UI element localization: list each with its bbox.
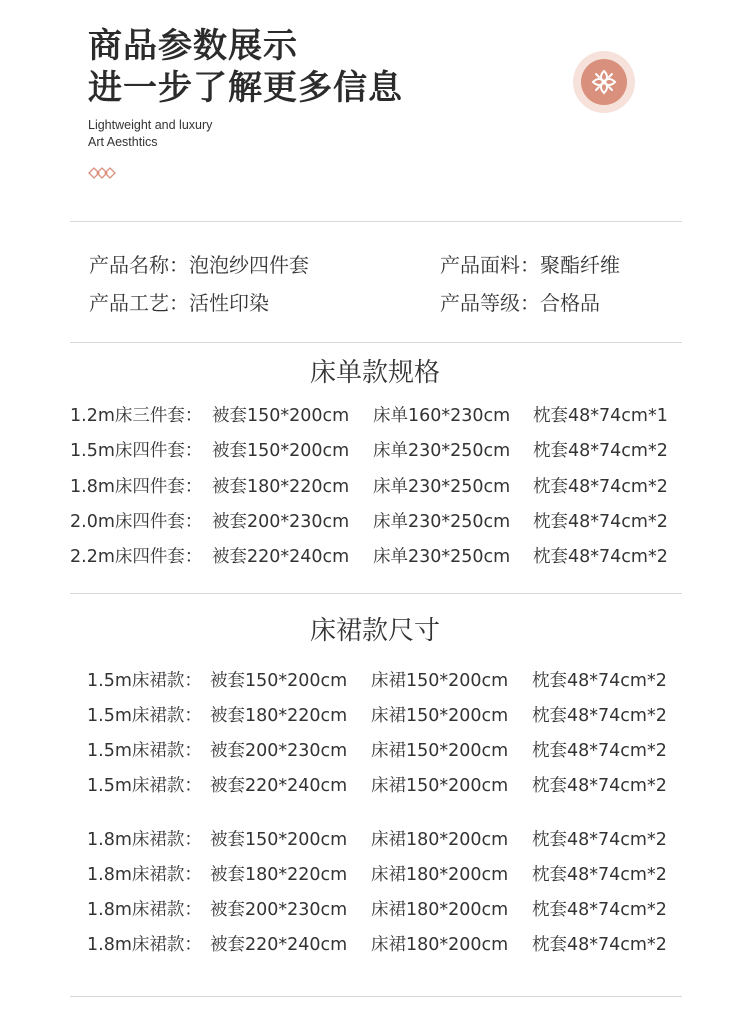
spec-duvet: 被套200*230cm <box>210 741 348 761</box>
page-title: 商品参数展示 <box>88 26 298 66</box>
spec-duvet: 被套150*200cm <box>212 406 350 426</box>
diamond-ornament-icon <box>88 166 118 180</box>
spec-pillow: 枕套48*74cm*2 <box>532 935 667 955</box>
divider <box>70 342 682 343</box>
spec-duvet: 被套180*220cm <box>212 477 350 497</box>
spec-label: 1.5m床裙款： <box>87 741 202 761</box>
spec-duvet: 被套150*200cm <box>210 830 348 850</box>
spec-skirt: 床裙180*200cm <box>371 830 509 850</box>
spec-duvet: 被套200*230cm <box>212 512 350 532</box>
spec-duvet: 被套180*220cm <box>210 706 348 726</box>
spec-row <box>0 542 750 572</box>
spec-label: 1.8m床裙款： <box>87 900 202 920</box>
spec-label: 1.8m床裙款： <box>87 830 202 850</box>
spec-label: 1.2m床三件套： <box>70 406 203 426</box>
spec-duvet: 被套150*200cm <box>210 671 348 691</box>
spec-label: 1.5m床裙款： <box>87 671 202 691</box>
spec-skirt: 床裙150*200cm <box>371 706 509 726</box>
spec-label: 1.8m床裙款： <box>87 865 202 885</box>
spec-row <box>0 771 750 801</box>
spec-row <box>0 930 750 960</box>
spec-duvet: 被套180*220cm <box>210 865 348 885</box>
product-fabric: 产品面料：聚酯纤维 <box>440 253 620 277</box>
tagline-line1: Lightweight and luxury <box>88 118 213 132</box>
spec-label: 1.5m床四件套： <box>70 441 203 461</box>
sheet-section-title: 床单款规格 <box>309 358 440 388</box>
spec-row <box>0 401 750 431</box>
spec-row <box>0 895 750 925</box>
spec-row <box>0 507 750 537</box>
spec-label: 1.8m床裙款： <box>87 935 202 955</box>
spec-pillow: 枕套48*74cm*2 <box>532 706 667 726</box>
skirt-section-title: 床裙款尺寸 <box>309 616 440 646</box>
brand-flower-logo-icon <box>572 50 636 114</box>
spec-duvet: 被套220*240cm <box>212 547 350 567</box>
spec-duvet: 被套220*240cm <box>210 776 348 796</box>
divider <box>70 221 682 222</box>
spec-duvet: 被套200*230cm <box>210 900 348 920</box>
spec-pillow: 枕套48*74cm*1 <box>533 406 668 426</box>
product-craft: 产品工艺：活性印染 <box>89 291 269 315</box>
spec-pillow: 枕套48*74cm*2 <box>532 776 667 796</box>
page-subtitle-heading: 进一步了解更多信息 <box>88 68 403 108</box>
spec-row <box>0 666 750 696</box>
spec-pillow: 枕套48*74cm*2 <box>533 512 668 532</box>
divider <box>70 593 682 594</box>
spec-pillow: 枕套48*74cm*2 <box>533 441 668 461</box>
product-name: 产品名称：泡泡纱四件套 <box>89 253 309 277</box>
spec-duvet: 被套150*200cm <box>212 441 350 461</box>
spec-skirt: 床裙150*200cm <box>371 671 509 691</box>
tagline-line2: Art Aesthtics <box>88 135 158 149</box>
spec-row <box>0 472 750 502</box>
spec-pillow: 枕套48*74cm*2 <box>533 547 668 567</box>
spec-skirt: 床裙180*200cm <box>371 935 509 955</box>
spec-label: 1.5m床裙款： <box>87 706 202 726</box>
spec-skirt: 床裙180*200cm <box>371 900 509 920</box>
spec-pillow: 枕套48*74cm*2 <box>532 900 667 920</box>
spec-sheet: 床单160*230cm <box>373 406 511 426</box>
spec-sheet: 床单230*250cm <box>373 547 511 567</box>
product-grade: 产品等级：合格品 <box>440 291 600 315</box>
spec-row <box>0 736 750 766</box>
spec-pillow: 枕套48*74cm*2 <box>532 741 667 761</box>
spec-pillow: 枕套48*74cm*2 <box>533 477 668 497</box>
spec-row <box>0 701 750 731</box>
spec-row <box>0 860 750 890</box>
spec-label: 2.0m床四件套： <box>70 512 203 532</box>
spec-row <box>0 436 750 466</box>
spec-pillow: 枕套48*74cm*2 <box>532 865 667 885</box>
spec-pillow: 枕套48*74cm*2 <box>532 830 667 850</box>
spec-label: 1.8m床四件套： <box>70 477 203 497</box>
spec-skirt: 床裙150*200cm <box>371 741 509 761</box>
divider <box>70 996 682 997</box>
spec-skirt: 床裙180*200cm <box>371 865 509 885</box>
spec-duvet: 被套220*240cm <box>210 935 348 955</box>
spec-row <box>0 825 750 855</box>
spec-pillow: 枕套48*74cm*2 <box>532 671 667 691</box>
spec-label: 1.5m床裙款： <box>87 776 202 796</box>
spec-skirt: 床裙150*200cm <box>371 776 509 796</box>
spec-label: 2.2m床四件套： <box>70 547 203 567</box>
spec-sheet: 床单230*250cm <box>373 512 511 532</box>
spec-sheet: 床单230*250cm <box>373 477 511 497</box>
spec-sheet: 床单230*250cm <box>373 441 511 461</box>
